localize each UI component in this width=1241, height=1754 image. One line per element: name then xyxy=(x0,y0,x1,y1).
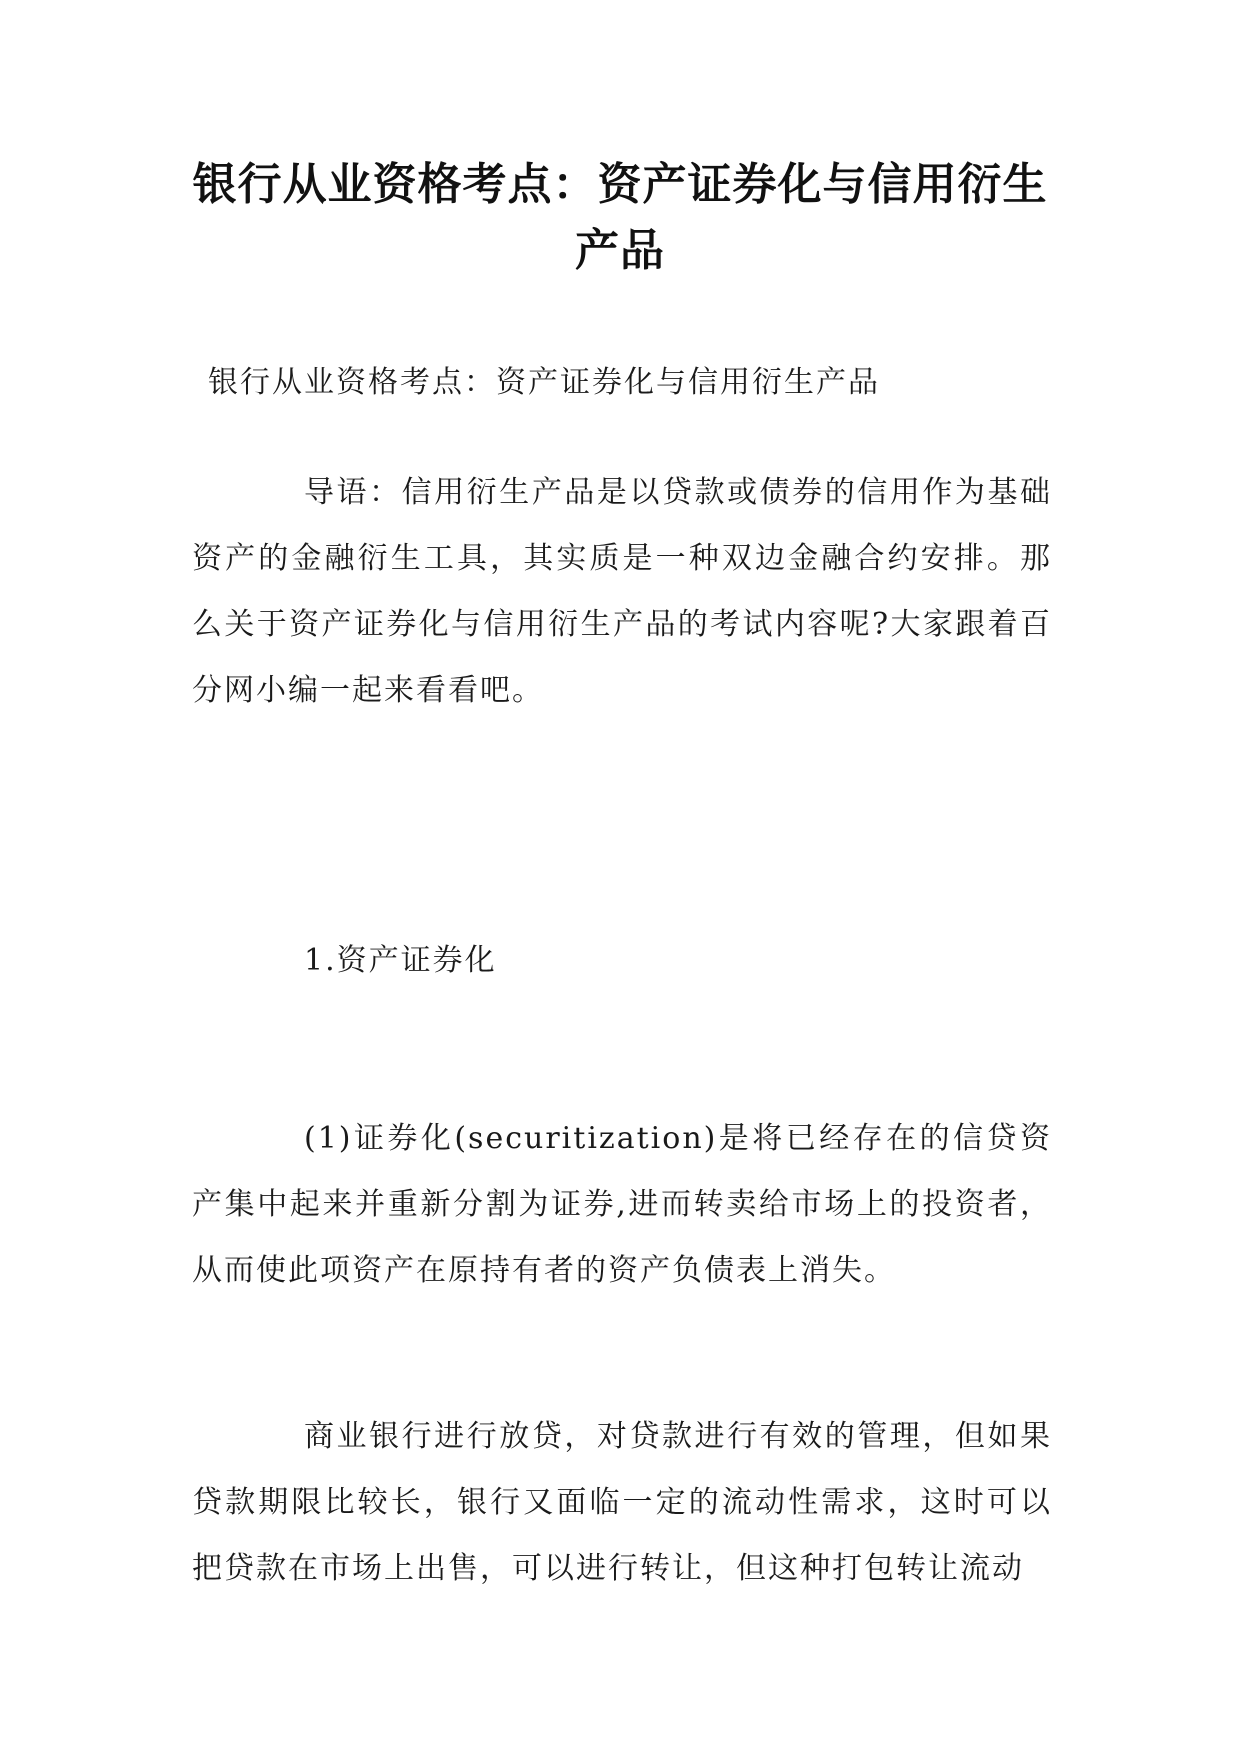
body-paragraph-1: (1)证券化(securitization)是将已经存在的信贷资产集中起来并重新分割为证券,进而转卖给市场上的投资者，从而使此项资产在原持有者的资产负债表上消失。 xyxy=(192,1121,1052,1288)
body-paragraph-2: 商业银行进行放贷，对贷款进行有效的管理，但如果贷款期限比较长，银行又面临一定的流动性需求，这时可以把贷款在市场上出售，可以进行转让，但这种打包转让流动 xyxy=(192,1419,1052,1586)
document-subtitle: 银行从业资格考点：资产证券化与信用衍生产品 xyxy=(208,365,880,400)
section-heading: 1.资产证券化 xyxy=(304,943,497,978)
intro-paragraph: 导语：信用衍生产品是以贷款或债券的信用作为基础资产的金融衍生工具，其实质是一种双边金融合约安排。那么关于资产证券化与信用衍生产品的考试内容呢?大家跟着百分网小编一起来看看吧。 xyxy=(192,475,1052,708)
document-title: 银行从业资格考点：资产证券化与信用衍生产品 xyxy=(192,159,1048,276)
